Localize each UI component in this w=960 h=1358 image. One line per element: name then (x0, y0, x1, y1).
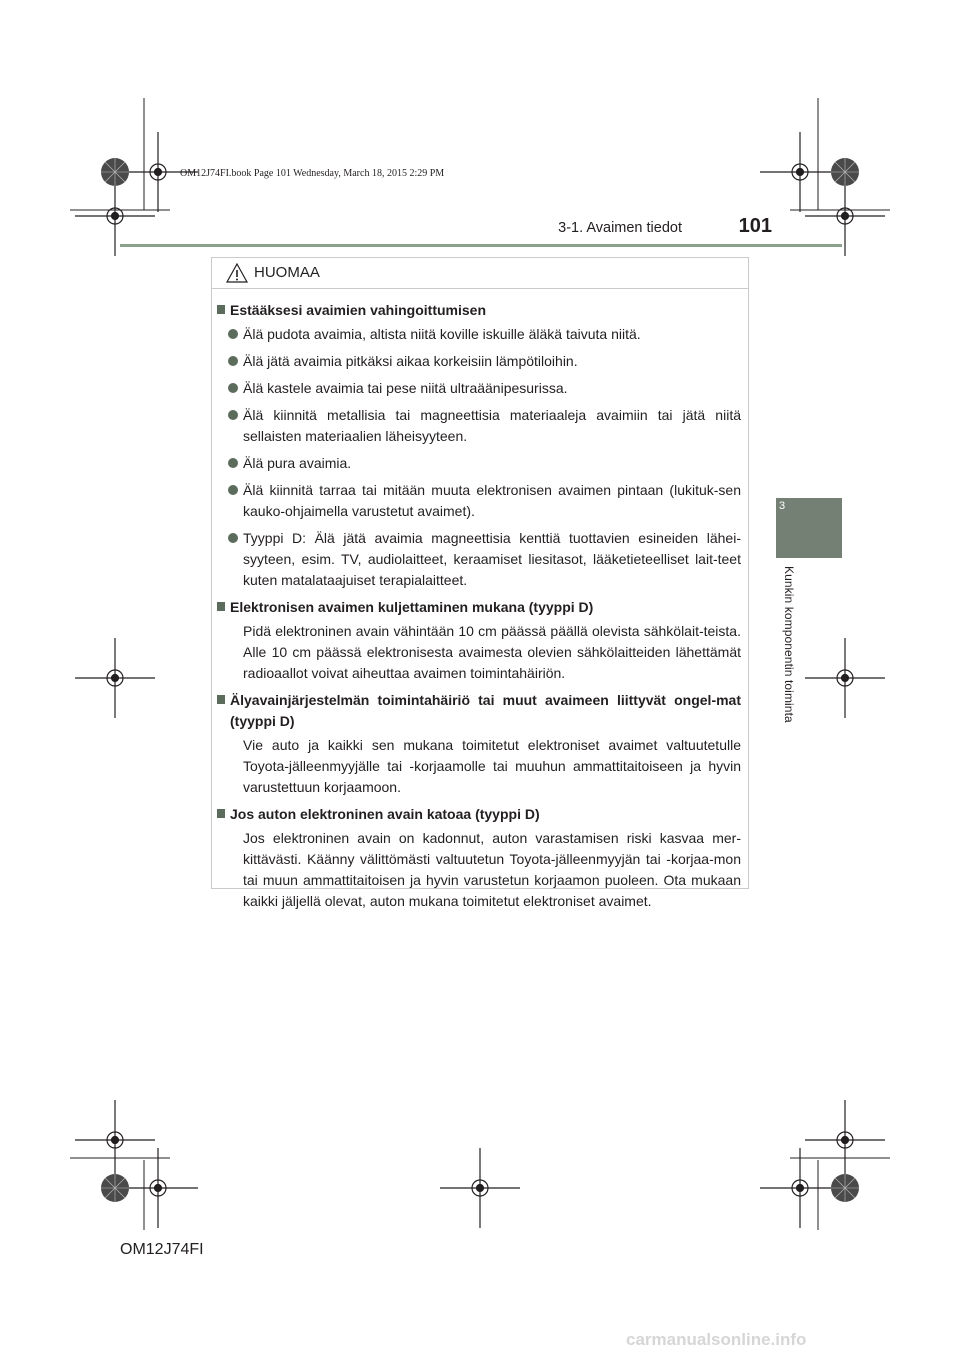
list-item: Älä kiinnitä tarraa tai mitään muuta elektronisen avaimen pintaan (lukituk-sen kauko-ohjaimella varustetut avaimet). (217, 480, 741, 522)
square-bullet-icon (217, 305, 225, 314)
circle-bullet-icon (228, 383, 238, 393)
square-bullet-icon (217, 809, 225, 818)
notice-section (217, 690, 741, 798)
manual-code: OM12J74FI (120, 1241, 204, 1258)
list-item: Tyyppi D: Älä jätä avaimia magneettisia kenttiä tuottavien esineiden lähei-syyteen, esim. TV, audiolaitteet, keraamiset liesitasot, lääketieteelliset lait-teet kuten matalataajuiset terapialaitteet. (217, 528, 741, 591)
notice-section (217, 300, 741, 591)
list-item: Älä kiinnitä metallisia tai magneettisia materiaaleja avaimiin tai jätä niitä sellaisten materiaalien läheisyyteen. (217, 405, 741, 447)
notice-section (217, 804, 741, 912)
square-bullet-icon (217, 695, 225, 704)
circle-bullet-icon (228, 485, 238, 495)
notice-header (212, 258, 748, 289)
header-rule (120, 244, 842, 247)
list-item: Älä pudota avaimia, altista niitä koville iskuille äläkä taivuta niitä. (217, 324, 741, 345)
circle-bullet-icon (228, 356, 238, 366)
chapter-number: 3 (778, 500, 786, 512)
circle-bullet-icon (228, 533, 238, 543)
square-bullet-icon (217, 602, 225, 611)
section-heading: Jos auton elektroninen avain katoaa (tyyppi D) (217, 804, 741, 825)
page-number: 101 (738, 215, 772, 237)
list-item: Älä jätä avaimia pitkäksi aikaa korkeisiin lämpötiloihin. (217, 351, 741, 372)
section-heading: Estääksesi avaimien vahingoittumisen (217, 300, 741, 321)
list-item: Älä kastele avaimia tai pese niitä ultraäänipesurissa. (217, 378, 741, 399)
section-heading: Älyavainjärjestelmän toimintahäiriö tai muut avaimeen liittyvät ongel-mat (tyyppi D) (217, 690, 741, 732)
site-watermark[interactable]: carmanualsonline.info (626, 1330, 807, 1349)
notice-label: HUOMAA (254, 264, 320, 281)
section-body: Vie auto ja kaikki sen mukana toimitetut elektroniset avaimet valtuutetulle Toyota-jälleenmyyjälle tai -korjaamolle tai muuhun ammattitaitoiseen ja hyvin varustettuun korjaamoon. (243, 737, 741, 795)
notice-content (217, 300, 741, 912)
section-heading: Elektronisen avaimen kuljettaminen mukana (tyyppi D) (217, 597, 741, 618)
section-body: Jos elektroninen avain on kadonnut, auton varastamisen riski kasvaa mer-kittävästi. Käänny välittömästi valtuutetun Toyota-jälleenmyyjän tai -korjaa-mon tai muun ammattitaitoisen ja hyvin varustetun korjaamon puoleen. Ota mukaan kaikki jäljellä olevat, auton mukana toimitetut elektroniset avaimet. (243, 830, 741, 909)
section-body: Pidä elektroninen avain vähintään 10 cm päässä päällä olevista sähkölait-teista. Alle 10 cm päässä elektronisesta avaimesta olevien sähkölaitteiden lähettämät radioaallot voivat aiheuttaa avaimen toimintahäiriön. (243, 623, 741, 681)
book-print-info: OM12J74FI.book Page 101 Wednesday, March 18, 2015 2:29 PM (180, 168, 445, 179)
section-title: 3-1. Avaimen tiedot (558, 220, 682, 236)
list-item: Älä pura avaimia. (217, 453, 741, 474)
circle-bullet-icon (228, 410, 238, 420)
circle-bullet-icon (228, 458, 238, 468)
notice-section (217, 597, 741, 684)
chapter-title: Kunkin komponentin toiminta (782, 566, 796, 723)
warning-triangle-icon (226, 263, 248, 283)
circle-bullet-icon (228, 329, 238, 339)
